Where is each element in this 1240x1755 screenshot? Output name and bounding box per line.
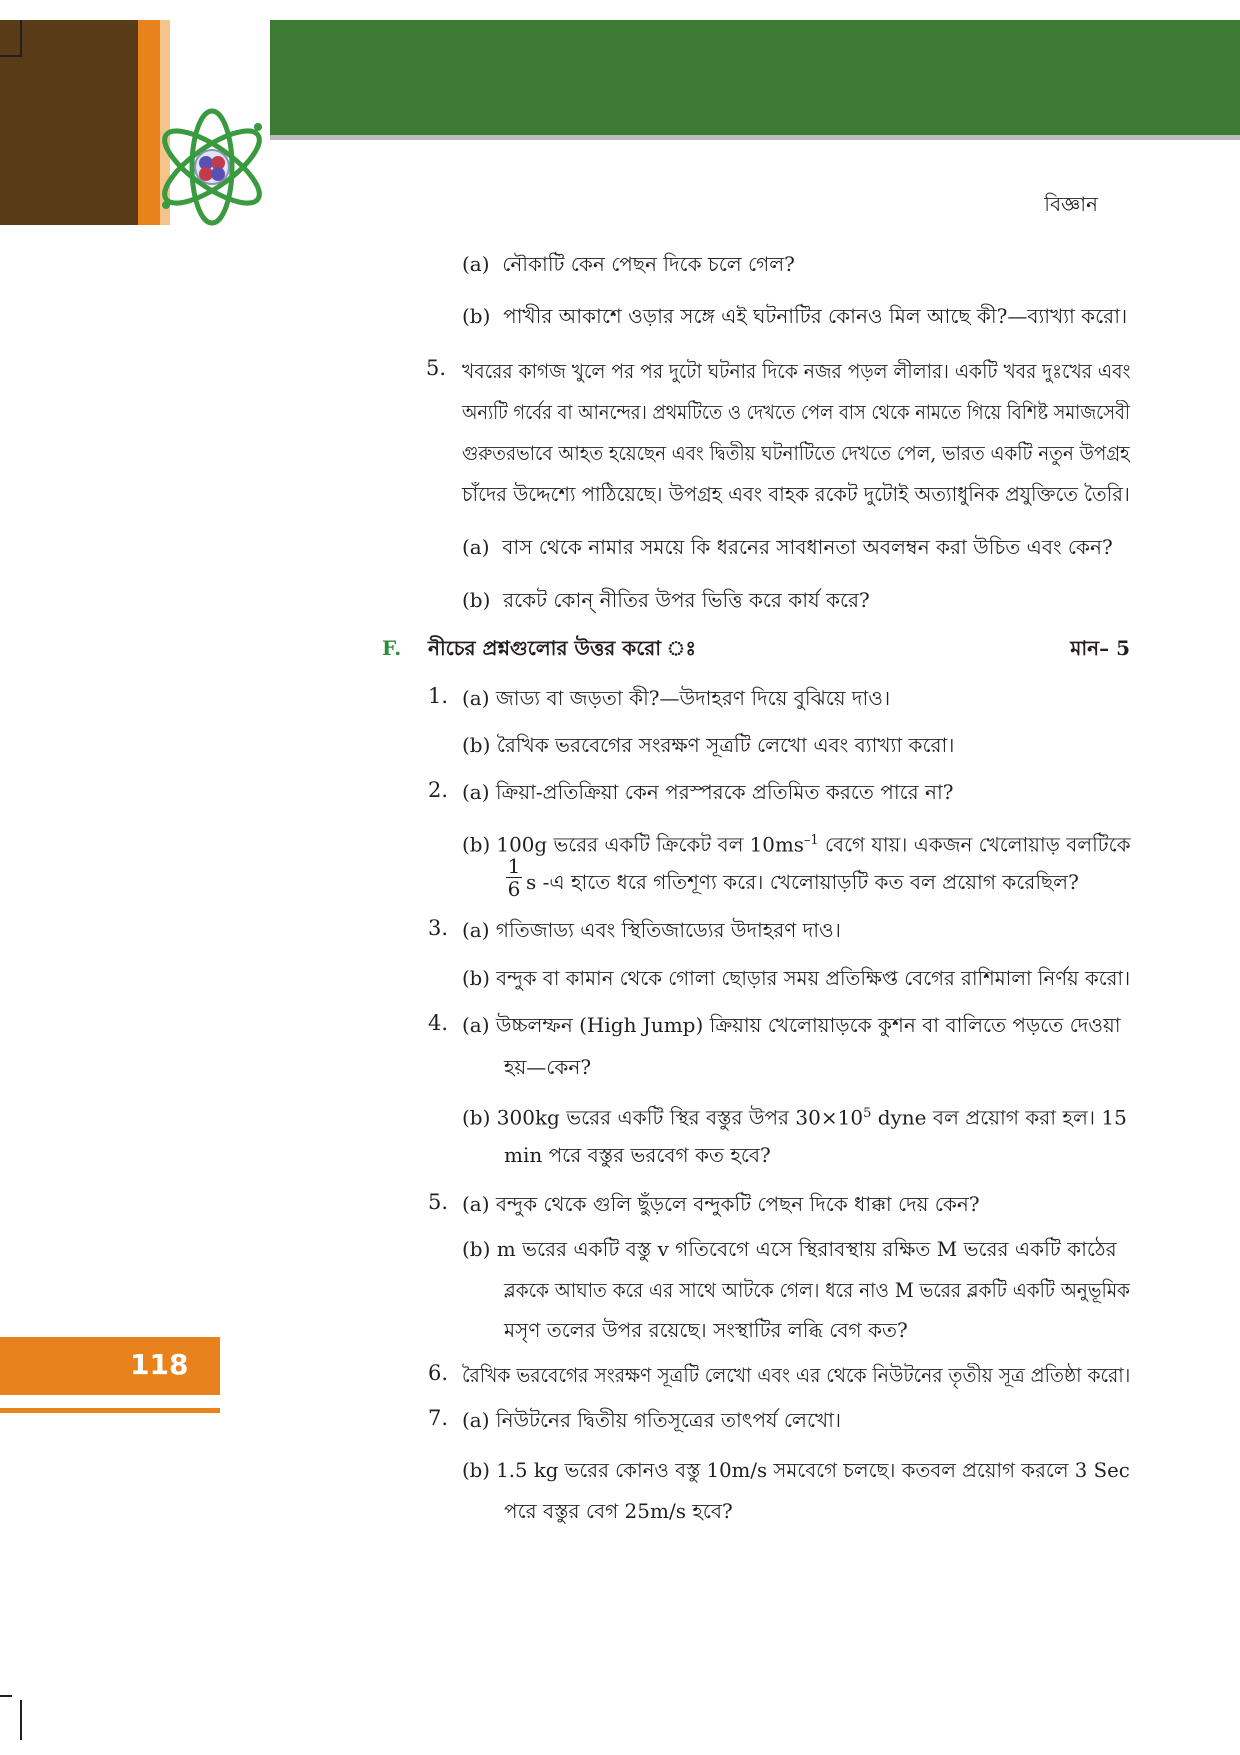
question-text: গুরুতরভাবে আহত হয়েছেন এবং দ্বিতীয় ঘটনাটিতে দেখতে পেল, ভারত একটি নতুন উপগ্রহ bbox=[462, 441, 1130, 465]
section-heading: নীচের প্রশ্নগুলোর উত্তর করো ঃ bbox=[428, 636, 697, 660]
question-text: min পরে বস্তুর ভরবেগ কত হবে? bbox=[504, 1143, 771, 1167]
crop-mark bbox=[0, 55, 22, 57]
question-item: (a) নিউটনের দ্বিতীয় গতিসূত্রের তাৎপর্য লেখো। bbox=[462, 1408, 842, 1432]
section-marks: মান– 5 bbox=[1070, 636, 1130, 660]
crop-mark bbox=[20, 20, 22, 55]
question-number: 4. bbox=[428, 1011, 449, 1035]
question-item bbox=[462, 302, 1127, 330]
question-number: 6. bbox=[428, 1361, 449, 1385]
item-text: dyne বল প্রয়োগ করা হল। 15 bbox=[871, 1105, 1127, 1130]
question-item: (a) উচ্চলম্ফন (High Jump) ক্রিয়ায় খেলোয়াড়কে কুশন বা বালিতে পড়তে দেওয়া bbox=[462, 1013, 1121, 1037]
question-item: (a) বন্দুক থেকে গুলি ছুঁড়লে বন্দুকটি পেছন দিকে ধাক্কা দেয় কেন? bbox=[462, 1192, 980, 1216]
header-green-band bbox=[270, 20, 1240, 135]
question-item: (b) 300kg ভরের একটি স্থির বস্তুর উপর $30\times 10^5$ dyne বল প্রয়োগ করা হল। 15 bbox=[462, 1105, 1127, 1130]
item-text: বাস থেকে নামার সময়ে কি ধরনের সাবধানতা অবলম্বন করা উচিত এবং কেন? bbox=[502, 535, 1113, 559]
question-text: হয়—কেন? bbox=[504, 1055, 592, 1079]
question-item: (a) ক্রিয়া-প্রতিক্রিয়া কেন পরস্পরকে প্রতিমিত করতে পারে না? bbox=[462, 780, 954, 804]
fraction-denominator: 6 bbox=[507, 877, 521, 901]
question-text: s -এ হাতে ধরে গতিশূণ্য করে। খেলোয়াড়টি কত বল প্রয়োগ করেছিল? bbox=[526, 870, 1079, 894]
question-number: 5. bbox=[428, 1190, 449, 1214]
item-text: উচ্চলম্ফন (High Jump) ক্রিয়ায় খেলোয়াড়কে কুশন বা বালিতে পড়তে দেওয়া bbox=[495, 1013, 1121, 1037]
superscript: 5 bbox=[863, 1106, 872, 1121]
question-item bbox=[462, 533, 1113, 561]
page-number-rule bbox=[0, 1408, 220, 1413]
section-label: F. bbox=[382, 636, 402, 660]
question-item: (b) 100g ভরের একটি ক্রিকেট বল $10ms^{-1}$ বেগে যায়। একজন খেলোয়াড় বলটিকে bbox=[462, 832, 1131, 857]
item-label: (a) bbox=[462, 535, 490, 559]
item-text: জাড্য বা জড়তা কী?—উদাহরণ দিয়ে বুঝিয়ে দাও। bbox=[495, 686, 891, 710]
question-text: ব্লককে আঘাত করে এর সাথে আটকে গেল। ধরে নাও M ভরের ব্লকটি একটি অনুভূমিক bbox=[504, 1278, 1130, 1302]
crop-mark bbox=[0, 1695, 12, 1697]
question-text: মসৃণ তলের উপর রয়েছে। সংস্থাটির লব্ধি বেগ কত? bbox=[504, 1318, 908, 1342]
item-label: (b) bbox=[462, 588, 491, 612]
question-number: 5. bbox=[426, 356, 447, 380]
fraction-numerator: 1 bbox=[507, 854, 521, 878]
question-item: (b) 1.5 kg ভরের কোনও বস্তু 10m/s সমবেগে চলছে। কতবল প্রয়োগ করলে 3 Sec bbox=[462, 1458, 1130, 1482]
question-number: 2. bbox=[428, 778, 449, 802]
page-number: 118 bbox=[130, 1348, 189, 1381]
header-gray-rule bbox=[270, 135, 1240, 140]
item-text: বেগে যায়। একজন খেলোয়াড় বলটিকে bbox=[818, 832, 1131, 857]
item-text: 1.5 kg ভরের কোনও বস্তু 10m/s সমবেগে চলছে। কতবল প্রয়োগ করলে 3 Sec bbox=[496, 1458, 1130, 1482]
item-text: নিউটনের দ্বিতীয় গতিসূত্রের তাৎপর্য লেখো। bbox=[495, 1408, 842, 1432]
item-text: ক্রিয়া-প্রতিক্রিয়া কেন পরস্পরকে প্রতিমিত করতে পারে না? bbox=[495, 780, 954, 804]
item-label: (b) bbox=[462, 304, 491, 328]
question-item bbox=[462, 586, 870, 614]
question-item: (b) m ভরের একটি বস্তু v গতিবেগে এসে স্থিরাবস্থায় রক্ষিত M ভরের একটি কাঠের bbox=[462, 1237, 1117, 1261]
question-number: 3. bbox=[428, 916, 449, 940]
question-text: খবরের কাগজ খুলে পর পর দুটো ঘটনার দিকে নজর পড়ল লীলার। একটি খবর দুঃখের এবং bbox=[462, 359, 1131, 383]
item-text: নৌকাটি কেন পেছন দিকে চলে গেল? bbox=[502, 252, 795, 276]
item-label: (a) bbox=[462, 252, 490, 276]
item-text: রকেট কোন্ নীতির উপর ভিত্তি করে কার্য করে? bbox=[503, 588, 870, 612]
item-text: গতিজাড্য এবং স্থিতিজাড্যের উদাহরণ দাও। bbox=[495, 918, 841, 942]
item-text: রৈখিক ভরবেগের সংরক্ষণ সূত্রটি লেখো এবং ব্যাখ্যা করো। bbox=[496, 733, 955, 757]
fraction bbox=[506, 855, 522, 900]
atom-logo-icon bbox=[150, 105, 275, 230]
crop-mark bbox=[20, 1700, 22, 1740]
item-text: 300kg ভরের একটি স্থির বস্তুর উপর 30×10 bbox=[496, 1105, 864, 1130]
item-text: বন্দুক বা কামান থেকে গোলা ছোড়ার সময় প্রতিক্ষিপ্ত বেগের রাশিমালা নির্ণয় করো। bbox=[496, 966, 1131, 990]
question-text: চাঁদের উদ্দেশ্যে পাঠিয়েছে। উপগ্রহ এবং বাহক রকেট দুটোই অত্যাধুনিক প্রযুক্তিতে তৈরি। bbox=[462, 482, 1130, 506]
superscript: –1 bbox=[803, 833, 819, 848]
item-text: 100g ভরের একটি ক্রিকেট বল 10ms bbox=[496, 832, 804, 857]
item-text: পাখীর আকাশে ওড়ার সঙ্গে এই ঘটনাটির কোনও মিল আছে কী?—ব্যাখ্যা করো। bbox=[503, 304, 1128, 328]
question-text: রৈখিক ভরবেগের সংরক্ষণ সূত্রটি লেখো এবং এর থেকে নিউটনের তৃতীয় সূত্র প্রতিষ্ঠা করো। bbox=[462, 1363, 1131, 1387]
question-number: 1. bbox=[428, 684, 449, 708]
question-item: (a) গতিজাড্য এবং স্থিতিজাড্যের উদাহরণ দাও। bbox=[462, 918, 841, 942]
subject-header: বিজ্ঞান bbox=[1044, 192, 1098, 216]
item-text: m ভরের একটি বস্তু v গতিবেগে এসে স্থিরাবস্থায় রক্ষিত M ভরের একটি কাঠের bbox=[496, 1237, 1117, 1261]
question-text: পরে বস্তুর বেগ 25m/s হবে? bbox=[504, 1499, 733, 1523]
question-item bbox=[462, 250, 795, 278]
question-number: 7. bbox=[428, 1406, 449, 1430]
question-item: (b) রৈখিক ভরবেগের সংরক্ষণ সূত্রটি লেখো এবং ব্যাখ্যা করো। bbox=[462, 733, 955, 757]
question-item: (a) জাড্য বা জড়তা কী?—উদাহরণ দিয়ে বুঝিয়ে দাও। bbox=[462, 686, 891, 710]
question-item: (b) বন্দুক বা কামান থেকে গোলা ছোড়ার সময় প্রতিক্ষিপ্ত বেগের রাশিমালা নির্ণয় করো। bbox=[462, 966, 1131, 990]
question-text: অন্যটি গর্বের বা আনন্দের। প্রথমটিতে ও দেখতে পেল বাস থেকে নামতে গিয়ে বিশিষ্ট সমাজসেবী bbox=[462, 400, 1130, 424]
item-text: বন্দুক থেকে গুলি ছুঁড়লে বন্দুকটি পেছন দিকে ধাক্কা দেয় কেন? bbox=[495, 1192, 980, 1216]
